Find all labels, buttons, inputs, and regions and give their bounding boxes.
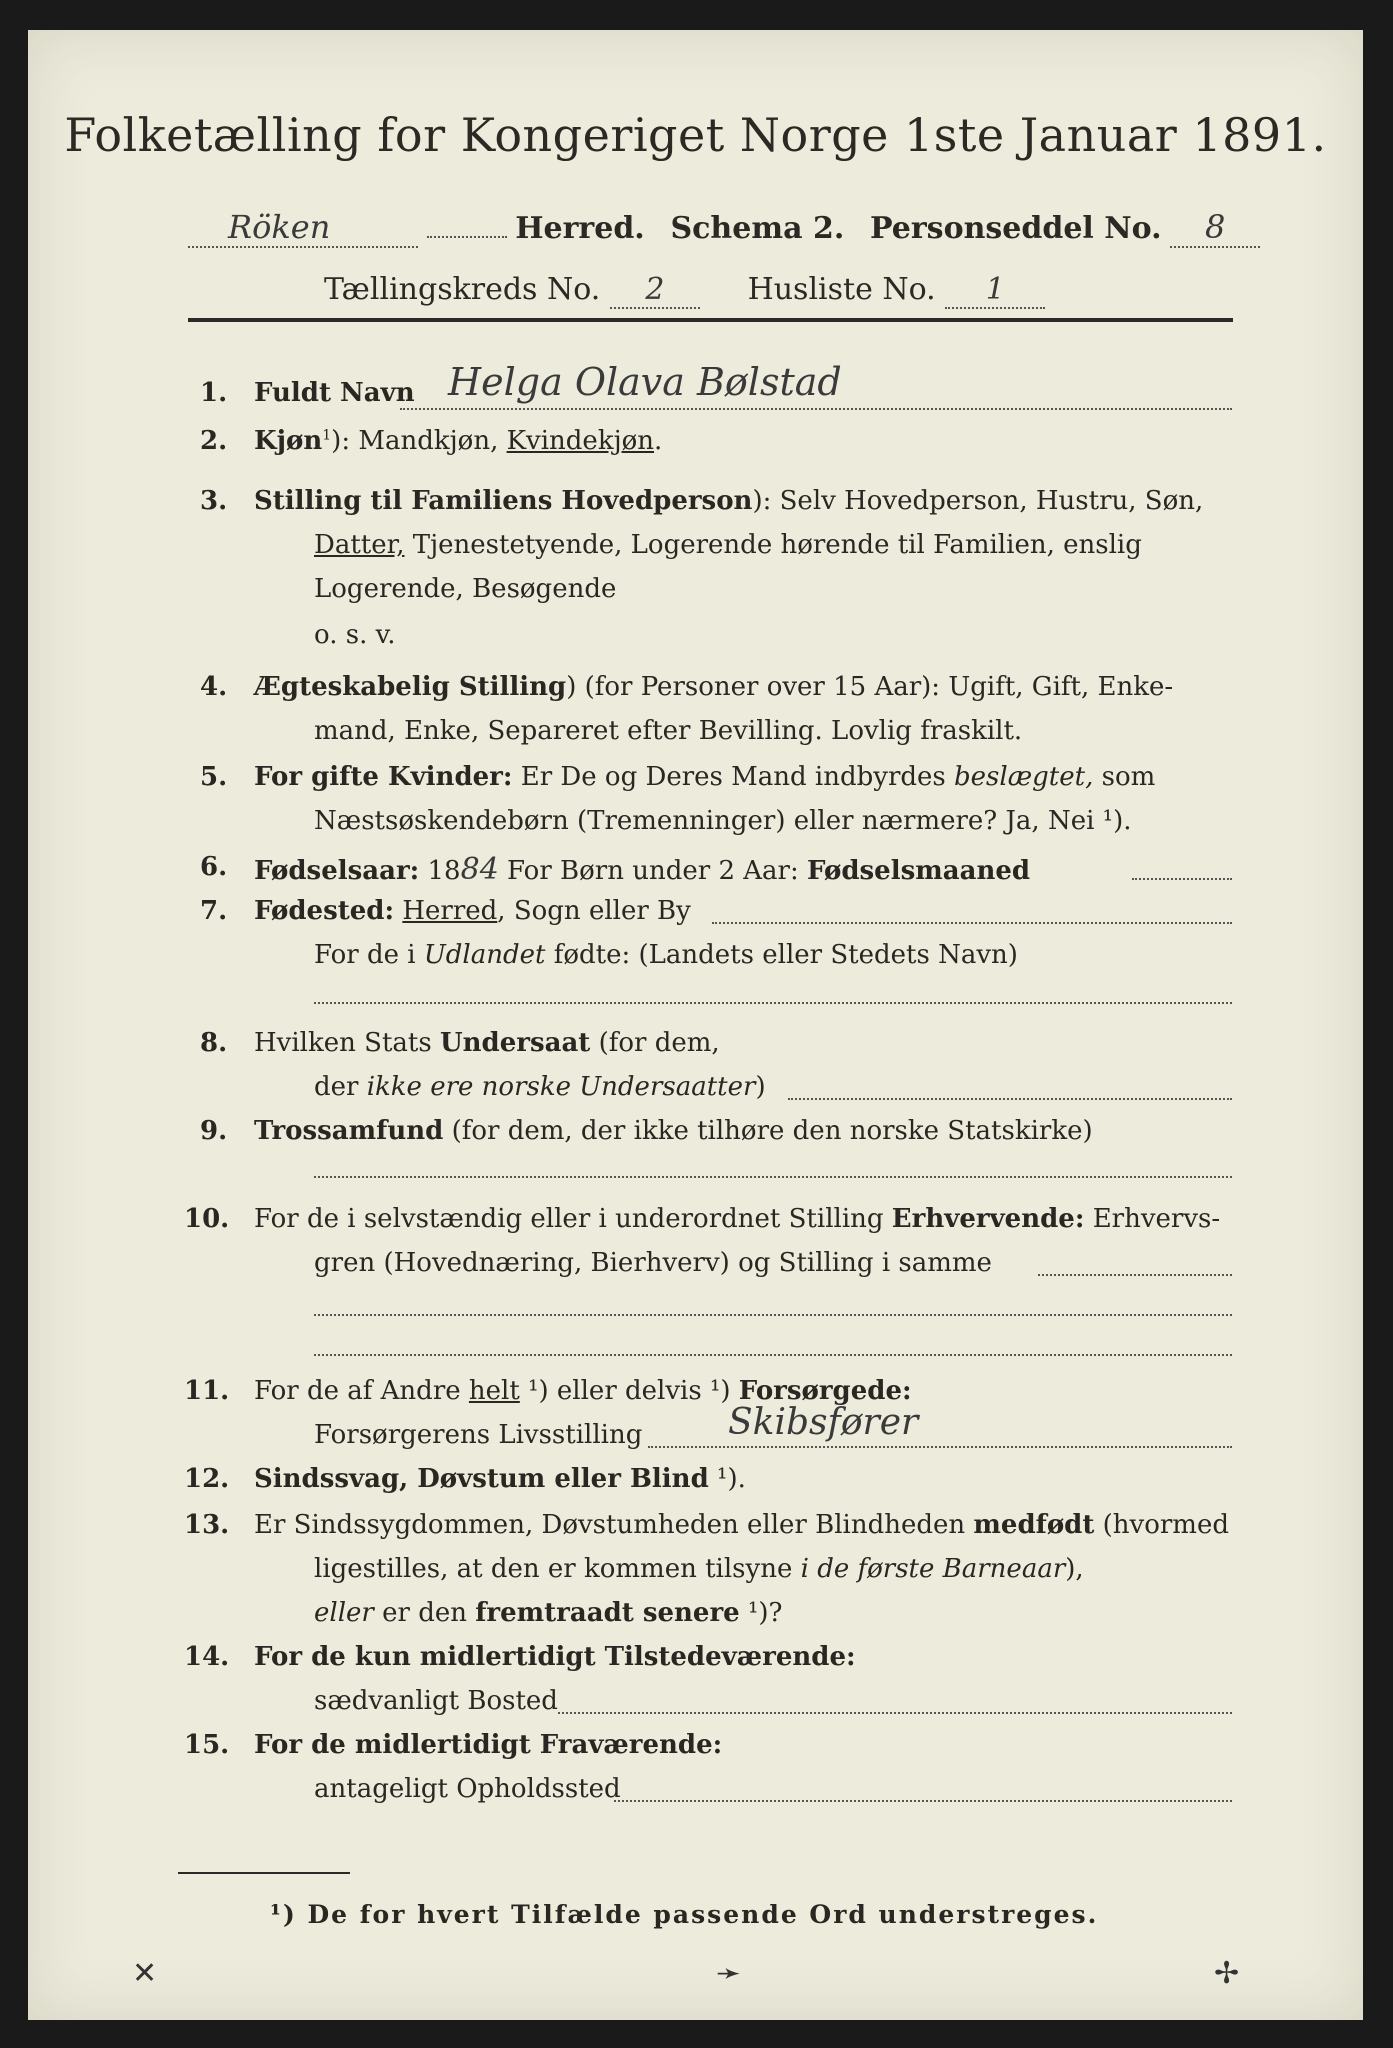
herred-label: Herred. (515, 211, 645, 246)
q3-line1 (254, 486, 1203, 516)
q8-line1 (254, 1028, 720, 1058)
q3-line4: o. s. v. (314, 620, 396, 650)
q8-line2-a: der (314, 1072, 367, 1102)
q5-line1 (254, 762, 1155, 792)
star-mark-icon: ✢ (1214, 1956, 1240, 1991)
q4-line1-text: ) (for Personer over 15 Aar): Ugift, Gift, Enke- (566, 672, 1174, 702)
q10-line1-b: Erhvervende: (891, 1204, 1085, 1234)
q3-line3: Logerende, Besøgende (314, 574, 617, 604)
q12-tail: ¹). (708, 1464, 746, 1494)
q15-line2: antageligt Opholdssted (314, 1774, 621, 1804)
q7-line1-text: , Sogn eller By (497, 896, 691, 926)
q10-line1-c: Erhvervs- (1084, 1204, 1221, 1234)
q7-dotline-2 (314, 1002, 1232, 1004)
herred-dots (427, 236, 507, 238)
q2-text-c: . (654, 426, 663, 456)
q13-line2 (314, 1554, 1084, 1584)
q11-answer: Skibsfører (728, 1402, 919, 1443)
q13-line2-a: ligestilles, at den er kommen tilsyne (314, 1554, 801, 1584)
q8-line2-c: ) (755, 1072, 766, 1102)
q5-label: For gifte Kvinder: (254, 762, 513, 792)
q9-label: Trossamfund (254, 1116, 444, 1146)
q3-line2-b: Tjenestetyende, Logerende hørende til Familien, enslig (404, 530, 1142, 560)
q8-dotline (788, 1098, 1232, 1100)
husliste-label: Husliste No. (747, 272, 936, 307)
footnote-rule (178, 1872, 350, 1874)
corner-mark-icon: ✕ (132, 1956, 158, 1991)
q13-line2-c: ), (1065, 1554, 1084, 1584)
q3-line2 (314, 530, 1142, 560)
q9-number: 9. (200, 1116, 228, 1146)
form-title: Folketælling for Kongeriget Norge 1ste Januar 1891. (64, 108, 1327, 162)
q10-dotline-2 (314, 1314, 1232, 1316)
q10-line2: gren (Hovednæring, Bierhverv) og Stilling i samme (314, 1248, 992, 1278)
q1-dotline (400, 408, 1232, 410)
personseddel-label: Personseddel No. (870, 211, 1162, 246)
q15-number: 15. (184, 1730, 230, 1760)
q11-line1-a: For de af Andre (254, 1376, 469, 1406)
footnote: ¹) De for hvert Tilfælde passende Ord understreges. (270, 1900, 1099, 1929)
kreds-line (324, 272, 1045, 309)
q7-line2-a: For de i (314, 940, 424, 970)
q13-line3-b: er den (373, 1598, 476, 1628)
q10-dotline-3 (314, 1354, 1232, 1356)
q6-year-answer: 84 (460, 852, 499, 887)
q5-line2: Næstsøskendebørn (Tremenninger) eller nærmere? Ja, Nei ¹). (314, 806, 1132, 836)
q9-text: (for dem, der ikke tilhøre den norske Statskirke) (443, 1116, 1093, 1146)
q11-dotline (648, 1446, 1232, 1448)
q13-line1-b: medfødt (973, 1510, 1095, 1540)
q4-number: 4. (200, 672, 228, 702)
personseddel-no: 8 (1170, 208, 1260, 248)
kreds-label: Tællingskreds No. (324, 272, 601, 307)
q14-label: For de kun midlertidigt Tilstedeværende: (254, 1642, 856, 1672)
husliste-no: 1 (945, 272, 1045, 309)
herred-line (188, 208, 1260, 248)
q13-line3-a: eller (314, 1598, 374, 1628)
q2-number: 2. (200, 426, 228, 456)
q14-line2: sædvanligt Bosted (314, 1686, 558, 1716)
q2-text (254, 426, 662, 456)
q10-number: 10. (184, 1204, 230, 1234)
q4-label: Ægteskabelig Stilling (254, 672, 567, 702)
q5-number: 5. (200, 762, 228, 792)
q7-line2-b: Udlandet (423, 940, 546, 970)
q2-sup: 1 (322, 427, 332, 444)
q3-line2-a: Datter, (314, 530, 405, 560)
q13-line3-c: fremtraadt senere (475, 1598, 740, 1628)
arrow-mark-icon: ➛ (716, 1956, 742, 1991)
q2-text-b: Kvindekjøn (506, 426, 655, 456)
q11-line1-d: Forsørgede: (738, 1376, 912, 1406)
q1-label: Fuldt Navn (254, 378, 415, 408)
q10-line1-a: For de i selvstændig eller i underordnet Stilling (254, 1204, 892, 1234)
q11-line2: Forsørgerens Livsstilling (314, 1420, 643, 1450)
q12-number: 12. (184, 1464, 230, 1494)
q6-line (254, 852, 1030, 887)
herred-answer: Röken (188, 208, 418, 248)
q7-line1 (254, 896, 691, 926)
q8-line2 (314, 1072, 766, 1102)
q6-number: 6. (200, 852, 228, 882)
q4-line1 (254, 672, 1173, 702)
q13-line1-c: (hvormed (1094, 1510, 1229, 1540)
q14-dotline (558, 1712, 1232, 1714)
q7-line2 (314, 940, 1018, 970)
q7-dotline-1 (712, 922, 1232, 924)
q3-number: 3. (200, 486, 228, 516)
q14-number: 14. (184, 1642, 230, 1672)
q8-line2-b: ikke ere norske Undersaatter (366, 1072, 756, 1102)
q4-line2: mand, Enke, Separeret efter Bevilling. Lovlig fraskilt. (314, 716, 1023, 746)
q5-line1-a: Er De og Deres Mand indbyrdes (512, 762, 955, 792)
q11-number: 11. (184, 1376, 230, 1406)
q2-label: Kjøn (254, 426, 323, 456)
kreds-no: 2 (610, 272, 700, 309)
q5-line1-b: beslægtet, (954, 762, 1094, 792)
q15-dotline (614, 1800, 1232, 1802)
q7-line2-c: fødte: (Landets eller Stedets Navn) (545, 940, 1018, 970)
q7-number: 7. (200, 896, 228, 926)
q13-line3 (314, 1598, 782, 1628)
q9-line (254, 1116, 1093, 1146)
q12-label: Sindssvag, Døvstum eller Blind (254, 1464, 709, 1494)
q6-rest: For Børn under 2 Aar: (498, 856, 807, 886)
q8-number: 8. (200, 1028, 228, 1058)
q10-dotline-1 (1038, 1274, 1232, 1276)
q8-line1-b: Undersaat (439, 1028, 591, 1058)
q13-line1-a: Er Sindssygdommen, Døvstumheden eller Blindheden (254, 1510, 974, 1540)
q1-answer: Helga Olava Bølstad (448, 360, 842, 404)
q12-line (254, 1464, 746, 1494)
q5-line1-c: som (1093, 762, 1156, 792)
q13-line1 (254, 1510, 1229, 1540)
q13-number: 13. (184, 1510, 230, 1540)
q11-line1-b: helt (468, 1376, 520, 1406)
q10-line1 (254, 1204, 1220, 1234)
q7-herred: Herred (402, 896, 498, 926)
q15-label: For de midlertidigt Fraværende: (254, 1730, 723, 1760)
q9-dotline (314, 1176, 1232, 1178)
header-rule (188, 318, 1233, 322)
q3-line1-text: ): Selv Hovedperson, Hustru, Søn, (752, 486, 1204, 516)
census-form-sheet (28, 30, 1363, 2020)
q6-label: Fødselsaar: (254, 856, 420, 886)
q1-number: 1. (200, 378, 228, 408)
q7-label: Fødested: (254, 896, 395, 926)
q8-line1-a: Hvilken Stats (254, 1028, 440, 1058)
q3-label: Stilling til Familiens Hovedperson (254, 486, 753, 516)
q6-year-prefix: 18 (419, 856, 461, 886)
q8-line1-c: (for dem, (590, 1028, 720, 1058)
q6-dotline (1132, 878, 1232, 880)
q6-rest-bold: Fødselsmaaned (806, 856, 1031, 886)
q11-line1-c: ¹) eller delvis ¹) (519, 1376, 739, 1406)
q2-text-a: ): Mandkjøn, (331, 426, 507, 456)
q13-line3-d: ¹)? (739, 1598, 783, 1628)
q13-line2-b: i de første Barneaar (800, 1554, 1066, 1584)
schema-label: Schema 2. (670, 211, 845, 246)
